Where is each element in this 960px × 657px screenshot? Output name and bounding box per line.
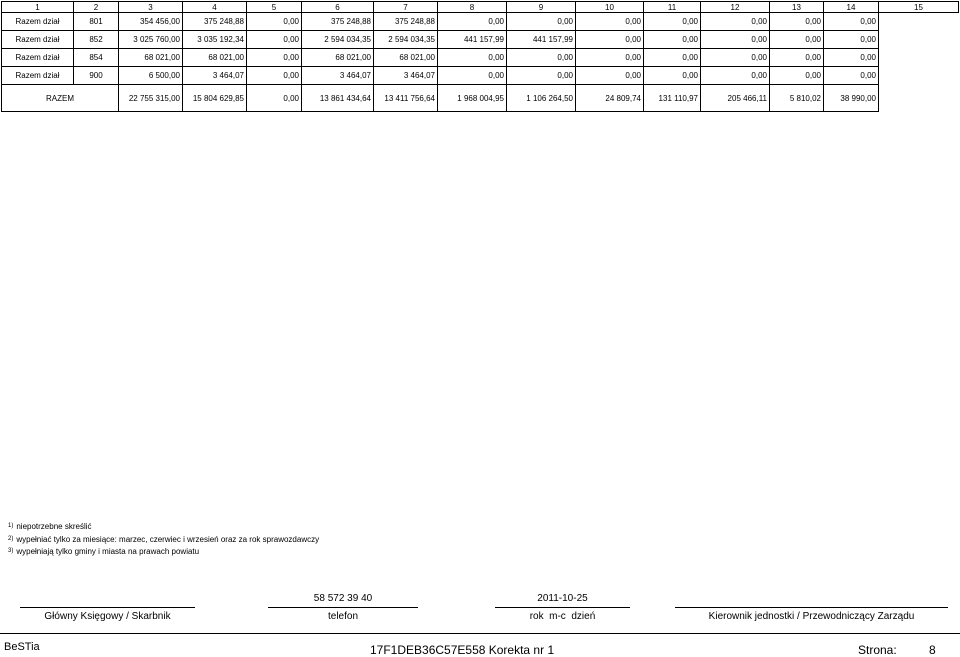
amount-cell: 0,00 bbox=[576, 31, 644, 49]
amount-cell: 0,00 bbox=[576, 67, 644, 85]
head-label: Kierownik jednostki / Przewodniczący Zarządu bbox=[708, 611, 915, 622]
footnote: $^{3)}$ wypełniają tylko gminy i miasta na prawach powiatu bbox=[8, 547, 200, 556]
dzial-code: 801 bbox=[74, 13, 119, 31]
amount-cell: 68 021,00 bbox=[374, 49, 438, 67]
row-label: Razem dział bbox=[2, 49, 74, 67]
document-id: 17F1DEB36C57E558 Korekta nr 1 bbox=[370, 643, 555, 657]
amount-cell: 0,00 bbox=[824, 49, 879, 67]
amount-cell: 0,00 bbox=[576, 49, 644, 67]
amount-cell: 0,00 bbox=[644, 49, 701, 67]
total-label: RAZEM bbox=[2, 85, 119, 112]
footnotes bbox=[8, 521, 319, 559]
amount-cell: 0,00 bbox=[247, 31, 302, 49]
date-line bbox=[495, 607, 630, 608]
amount-cell: 68 021,00 bbox=[183, 49, 247, 67]
page-label: Strona: bbox=[858, 643, 897, 657]
footnote: $^{1)}$ niepotrzebne skreślić bbox=[8, 522, 92, 531]
amount-cell: 68 021,00 bbox=[302, 49, 374, 67]
column-number: 2 bbox=[74, 2, 119, 13]
amount-cell: 68 021,00 bbox=[119, 49, 183, 67]
amount-cell: 0,00 bbox=[247, 13, 302, 31]
column-number: 1 bbox=[2, 2, 74, 13]
amount-cell: 0,00 bbox=[770, 67, 824, 85]
amount-cell: 3 025 760,00 bbox=[119, 31, 183, 49]
amount-cell: 375 248,88 bbox=[374, 13, 438, 31]
amount-cell: 354 456,00 bbox=[119, 13, 183, 31]
column-number: 12 bbox=[701, 2, 770, 13]
page-number: 8 bbox=[929, 643, 936, 657]
total-row bbox=[2, 85, 959, 112]
report-table bbox=[1, 1, 959, 112]
footer-divider bbox=[0, 633, 960, 634]
amount-cell: 2 594 034,35 bbox=[302, 31, 374, 49]
total-amount-cell: 24 809,74 bbox=[576, 85, 644, 112]
amount-cell: 0,00 bbox=[507, 13, 576, 31]
table-row bbox=[2, 49, 959, 67]
amount-cell: 0,00 bbox=[247, 67, 302, 85]
amount-cell: 6 500,00 bbox=[119, 67, 183, 85]
accountant-label: Główny Księgowy / Skarbnik bbox=[44, 611, 171, 622]
amount-cell: 0,00 bbox=[644, 67, 701, 85]
amount-cell: 0,00 bbox=[824, 13, 879, 31]
total-amount-cell: 1 106 264,50 bbox=[507, 85, 576, 112]
accountant-signature-line bbox=[20, 607, 195, 608]
amount-cell: 0,00 bbox=[507, 67, 576, 85]
amount-cell: 375 248,88 bbox=[302, 13, 374, 31]
dzial-code: 900 bbox=[74, 67, 119, 85]
amount-cell: 0,00 bbox=[438, 49, 507, 67]
column-number: 10 bbox=[576, 2, 644, 13]
footnote: $^{2)}$ wypełniać tylko za miesiące: marzec, czerwiec i wrzesień oraz za rok sprawozdawczy bbox=[8, 534, 320, 544]
amount-cell: 375 248,88 bbox=[183, 13, 247, 31]
total-amount-cell: 5 810,02 bbox=[770, 85, 824, 112]
column-number-row bbox=[2, 2, 959, 13]
amount-cell: 0,00 bbox=[701, 31, 770, 49]
amount-cell: 3 464,07 bbox=[183, 67, 247, 85]
total-amount-cell: 38 990,00 bbox=[824, 85, 879, 112]
total-amount-cell: 13 411 756,64 bbox=[374, 85, 438, 112]
amount-cell: 0,00 bbox=[507, 49, 576, 67]
column-number: 9 bbox=[507, 2, 576, 13]
amount-cell: 0,00 bbox=[247, 49, 302, 67]
total-amount-cell: 131 110,97 bbox=[644, 85, 701, 112]
total-amount-cell: 1 968 004,95 bbox=[438, 85, 507, 112]
total-amount-cell: 205 466,11 bbox=[701, 85, 770, 112]
column-number: 11 bbox=[644, 2, 701, 13]
total-amount-cell: 15 804 629,85 bbox=[183, 85, 247, 112]
amount-cell: 0,00 bbox=[438, 13, 507, 31]
amount-cell: 441 157,99 bbox=[507, 31, 576, 49]
amount-cell: 3 464,07 bbox=[302, 67, 374, 85]
amount-cell: 0,00 bbox=[770, 13, 824, 31]
column-number: 8 bbox=[438, 2, 507, 13]
amount-cell: 0,00 bbox=[576, 13, 644, 31]
dzial-code: 852 bbox=[74, 31, 119, 49]
amount-cell: 0,00 bbox=[438, 67, 507, 85]
date-label: rok m-c dzień bbox=[529, 611, 596, 622]
head-signature-line bbox=[675, 607, 948, 608]
row-label: Razem dział bbox=[2, 67, 74, 85]
amount-cell: 441 157,99 bbox=[438, 31, 507, 49]
amount-cell: 0,00 bbox=[644, 13, 701, 31]
amount-cell: 3 035 192,34 bbox=[183, 31, 247, 49]
row-label: Razem dział bbox=[2, 13, 74, 31]
column-number: 4 bbox=[183, 2, 247, 13]
amount-cell: 0,00 bbox=[770, 49, 824, 67]
table-row bbox=[2, 31, 959, 49]
total-amount-cell: 13 861 434,64 bbox=[302, 85, 374, 112]
total-amount-cell: 0,00 bbox=[247, 85, 302, 112]
column-number: 13 bbox=[770, 2, 824, 13]
phone-value: 58 572 39 40 bbox=[313, 593, 373, 604]
app-name: BeSTia bbox=[4, 641, 40, 653]
amount-cell: 0,00 bbox=[701, 13, 770, 31]
table-row bbox=[2, 13, 959, 31]
column-number: 5 bbox=[247, 2, 302, 13]
amount-cell: 0,00 bbox=[824, 31, 879, 49]
column-number: 15 bbox=[879, 2, 959, 13]
column-number: 6 bbox=[302, 2, 374, 13]
total-amount-cell: 22 755 315,00 bbox=[119, 85, 183, 112]
amount-cell: 0,00 bbox=[701, 67, 770, 85]
column-number: 3 bbox=[119, 2, 183, 13]
amount-cell: 2 594 034,35 bbox=[374, 31, 438, 49]
amount-cell: 0,00 bbox=[770, 31, 824, 49]
amount-cell: 0,00 bbox=[644, 31, 701, 49]
row-label: Razem dział bbox=[2, 31, 74, 49]
phone-label: telefon bbox=[327, 611, 359, 622]
amount-cell: 3 464,07 bbox=[374, 67, 438, 85]
amount-cell: 0,00 bbox=[701, 49, 770, 67]
column-number: 14 bbox=[824, 2, 879, 13]
column-number: 7 bbox=[374, 2, 438, 13]
phone-line bbox=[268, 607, 418, 608]
table-row bbox=[2, 67, 959, 85]
date-value: 2011-10-25 bbox=[537, 593, 588, 604]
dzial-code: 854 bbox=[74, 49, 119, 67]
amount-cell: 0,00 bbox=[824, 67, 879, 85]
